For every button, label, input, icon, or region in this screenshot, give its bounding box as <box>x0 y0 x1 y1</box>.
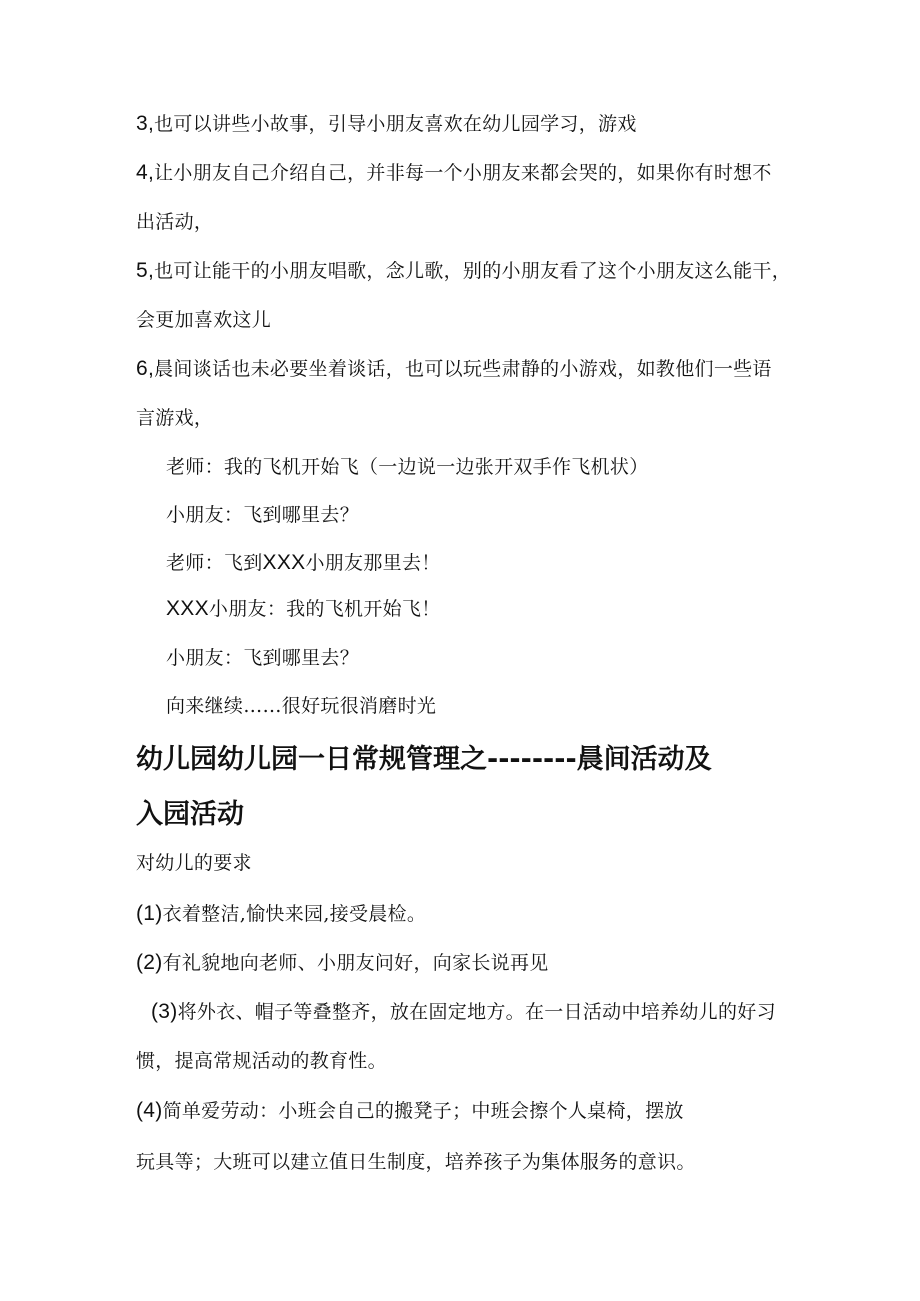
dialogue-line: 老师：飞到XXX小朋友那里去！ <box>166 551 441 574</box>
item-number: 6, <box>136 357 155 380</box>
rule-number: (4) <box>136 1099 163 1122</box>
rule-item-4 <box>136 1099 684 1123</box>
list-item-5-continuation: 会更加喜欢这儿 <box>136 309 272 331</box>
rule-item-1 <box>136 902 426 926</box>
rule-number: (3) <box>151 1000 178 1023</box>
rule-text: 有礼貌地向老师、小朋友问好，向家长说再见 <box>162 952 549 974</box>
list-item-3 <box>136 112 637 136</box>
rule-text: 简单爱劳动：小班会自己的搬凳子；中班会擦个人桌椅，摆放 <box>162 1100 684 1122</box>
rule-item-2 <box>136 951 549 975</box>
dialogue-line: 小朋友：飞到哪里去？ <box>166 647 360 669</box>
section-heading-line-2: 入园活动 <box>136 799 244 830</box>
item-number: 3, <box>136 112 155 135</box>
list-item-4-continuation: 出活动， <box>136 211 214 233</box>
item-text: 也可让能干的小朋友唱歌，念儿歌，别的小朋友看了这个小朋友这么能干， <box>154 260 792 282</box>
rule-text: 将外衣、帽子等叠整齐，放在固定地方。在一日活动中培养幼儿的好习 <box>177 1001 776 1023</box>
rule-text: 衣着整洁,愉快来园,接受晨检。 <box>162 903 427 925</box>
section-heading-line-1: 幼儿园幼儿园一日常规管理之--------晨间活动及 <box>136 744 712 775</box>
dialogue-line: 老师：我的飞机开始飞（一边说一边张开双手作飞机状） <box>166 456 649 478</box>
requirements-label: 对幼儿的要求 <box>136 852 252 874</box>
list-item-5 <box>136 259 791 283</box>
list-item-6 <box>136 357 772 381</box>
item-number: 4, <box>136 161 155 184</box>
rule-item-3 <box>151 1000 776 1024</box>
rule-item-4-continuation: 玩具等；大班可以建立值日生制度，培养孩子为集体服务的意识。 <box>136 1151 696 1173</box>
dialogue-line: XXX小朋友：我的飞机开始飞！ <box>166 597 441 620</box>
item-text: 晨间谈话也未必要坐着谈话，也可以玩些肃静的小游戏，如教他们一些语 <box>154 358 772 380</box>
rule-number: (2) <box>136 951 163 974</box>
dialogue-line: 向来继续……很好玩很消磨时光 <box>166 695 437 717</box>
list-item-6-continuation: 言游戏， <box>136 407 214 429</box>
rule-item-3-continuation: 惯，提高常规活动的教育性。 <box>136 1050 387 1072</box>
rule-number: (1) <box>136 902 163 925</box>
item-number: 5, <box>136 259 155 282</box>
item-text: 也可以讲些小故事，引导小朋友喜欢在幼儿园学习，游戏 <box>154 113 637 135</box>
list-item-4 <box>136 161 772 185</box>
dialogue-line: 小朋友：飞到哪里去？ <box>166 504 360 526</box>
item-text: 让小朋友自己介绍自己，并非每一个小朋友来都会哭的，如果你有时想不 <box>154 162 772 184</box>
